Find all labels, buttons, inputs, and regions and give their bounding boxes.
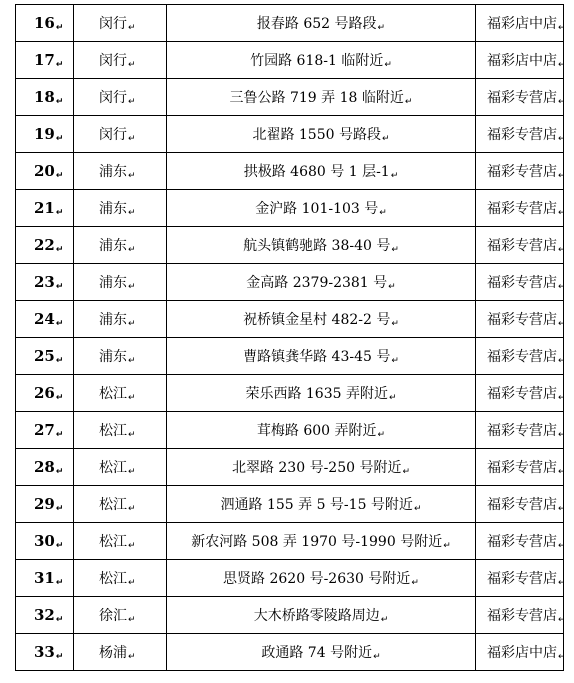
address-cell [167,486,476,523]
table-row [16,116,564,153]
paragraph-mark: ↵ [558,541,566,551]
row-number-cell [16,597,74,634]
paragraph-mark: ↵ [128,467,136,477]
district-cell [74,597,167,634]
store-type: 福彩店中店 [487,16,557,32]
store-type-cell [476,79,564,116]
table-row [16,79,564,116]
table-row [16,523,564,560]
table-row [16,486,564,523]
paragraph-mark: ↵ [443,541,451,551]
table-row [16,153,564,190]
store-type-cell [476,560,564,597]
row-number: 28 [34,457,55,476]
address-cell [167,264,476,301]
row-number: 31 [34,568,55,587]
paragraph-mark: ↵ [558,208,566,218]
paragraph-mark: ↵ [128,171,136,181]
district-name: 浦东 [99,164,127,180]
paragraph-mark: ↵ [413,504,422,514]
paragraph-mark: ↵ [391,245,399,255]
address-text: 思贤路 2620 号-2630 号附近 [223,571,411,587]
address-cell [167,634,476,671]
row-number-cell [16,116,74,153]
address-text: 政通路 74 号附近 [261,645,373,661]
table-body [16,5,564,671]
district-name: 浦东 [99,201,127,217]
paragraph-mark: ↵ [128,245,136,255]
address-text: 大木桥路零陵路周边 [253,608,380,624]
paragraph-mark: ↵ [558,60,566,70]
paragraph-mark: ↵ [55,170,64,181]
row-number-cell [16,523,74,560]
row-number: 27 [34,420,55,439]
paragraph-mark: ↵ [558,393,566,403]
table-row [16,560,564,597]
store-type-cell [476,375,564,412]
district-cell [74,523,167,560]
paragraph-mark: ↵ [128,504,136,514]
store-type-cell [476,227,564,264]
district-cell [74,42,167,79]
paragraph-mark: ↵ [128,97,136,107]
store-type: 福彩专营店 [487,349,557,365]
row-number: 32 [34,605,55,624]
row-number-cell [16,5,74,42]
address-text: 新农河路 508 弄 1970 号-1990 号附近 [191,534,443,550]
store-type-cell [476,5,564,42]
paragraph-mark: ↵ [55,207,64,218]
paragraph-mark: ↵ [558,282,566,292]
paragraph-mark: ↵ [128,319,136,329]
paragraph-mark: ↵ [558,171,566,181]
address-cell [167,560,476,597]
row-number-cell [16,153,74,190]
paragraph-mark: ↵ [558,97,566,107]
store-type: 福彩专营店 [487,238,557,254]
store-type-cell [476,523,564,560]
district-name: 松江 [99,386,127,402]
address-text: 金沪路 101-103 号 [255,201,379,217]
paragraph-mark: ↵ [558,245,566,255]
paragraph-mark: ↵ [558,356,566,366]
district-cell [74,338,167,375]
row-number-cell [16,412,74,449]
paragraph-mark: ↵ [55,540,64,551]
paragraph-mark: ↵ [55,59,64,70]
table-row [16,5,564,42]
table-row [16,264,564,301]
row-number-cell [16,375,74,412]
paragraph-mark: ↵ [55,392,64,403]
district-name: 松江 [99,460,127,476]
district-name: 杨浦 [99,645,127,661]
paragraph-mark: ↵ [55,244,64,255]
table-row [16,227,564,264]
address-cell [167,449,476,486]
store-type: 福彩专营店 [487,534,557,550]
district-cell [74,375,167,412]
paragraph-mark: ↵ [558,430,566,440]
address-cell [167,597,476,634]
table-row [16,634,564,671]
store-type: 福彩专营店 [487,275,557,291]
row-number-cell [16,301,74,338]
district-name: 闵行 [99,16,127,32]
paragraph-mark: ↵ [128,541,136,551]
paragraph-mark: ↵ [558,319,566,329]
district-name: 闵行 [99,90,127,106]
paragraph-mark: ↵ [558,504,566,514]
district-name: 松江 [99,497,127,513]
table-row [16,42,564,79]
paragraph-mark: ↵ [55,651,64,662]
paragraph-mark: ↵ [404,97,413,107]
store-type-cell [476,116,564,153]
paragraph-mark: ↵ [377,430,386,440]
address-text: 曹路镇龚华路 43-45 号 [243,349,391,365]
store-type-cell [476,42,564,79]
paragraph-mark: ↵ [411,578,419,588]
address-text: 北翠路 230 号-250 号附近 [231,460,402,476]
table-row [16,190,564,227]
paragraph-mark: ↵ [391,319,399,329]
paragraph-mark: ↵ [128,430,136,440]
store-type: 福彩专营店 [487,497,557,513]
row-number-cell [16,227,74,264]
paragraph-mark: ↵ [128,356,136,366]
district-name: 闵行 [99,127,127,143]
store-type-cell [476,338,564,375]
store-type: 福彩专营店 [487,386,557,402]
address-text: 金高路 2379-2381 号 [246,275,388,291]
district-cell [74,634,167,671]
paragraph-mark: ↵ [55,355,64,366]
paragraph-mark: ↵ [128,615,136,625]
paragraph-mark: ↵ [55,577,64,588]
district-name: 徐汇 [99,608,127,624]
paragraph-mark: ↵ [379,208,387,218]
row-number: 26 [34,383,55,402]
table-row [16,301,564,338]
table-row [16,338,564,375]
row-number-cell [16,560,74,597]
row-number: 29 [34,494,55,513]
paragraph-mark: ↵ [55,614,64,625]
paragraph-mark: ↵ [55,429,64,440]
store-type-cell [476,486,564,523]
paragraph-mark: ↵ [55,281,64,292]
row-number: 20 [34,161,55,180]
table-row [16,412,564,449]
paragraph-mark: ↵ [558,615,566,625]
address-cell [167,42,476,79]
address-text: 拱极路 4680 号 1 层-1 [243,164,390,180]
district-cell [74,301,167,338]
table-row [16,597,564,634]
store-type-cell [476,597,564,634]
store-type-cell [476,301,564,338]
paragraph-mark: ↵ [558,134,566,144]
district-name: 松江 [99,534,127,550]
paragraph-mark: ↵ [373,652,381,662]
store-type: 福彩专营店 [487,127,557,143]
row-number-cell [16,79,74,116]
lottery-store-table [15,4,564,671]
row-number: 21 [34,198,55,217]
district-cell [74,560,167,597]
paragraph-mark: ↵ [55,318,64,329]
address-cell [167,375,476,412]
paragraph-mark: ↵ [55,96,64,107]
store-type-cell [476,190,564,227]
paragraph-mark: ↵ [128,134,136,144]
store-type-cell [476,449,564,486]
district-cell [74,449,167,486]
address-text: 茸梅路 600 弄附近 [256,423,377,439]
store-type-cell [476,412,564,449]
address-cell [167,301,476,338]
address-text: 祝桥镇金星村 482-2 号 [243,312,391,328]
district-cell [74,116,167,153]
store-type: 福彩专营店 [487,460,557,476]
address-cell [167,190,476,227]
district-cell [74,153,167,190]
paragraph-mark: ↵ [402,467,411,477]
address-text: 竹园路 618-1 临附近 [250,53,384,69]
store-type: 福彩店中店 [487,645,557,661]
district-name: 松江 [99,571,127,587]
row-number: 22 [34,235,55,254]
paragraph-mark: ↵ [558,467,566,477]
address-text: 北翟路 1550 号路段 [252,127,381,143]
paragraph-mark: ↵ [558,23,566,33]
district-cell [74,5,167,42]
row-number-cell [16,486,74,523]
address-cell [167,523,476,560]
address-cell [167,338,476,375]
paragraph-mark: ↵ [128,23,136,33]
district-name: 松江 [99,423,127,439]
district-name: 浦东 [99,275,127,291]
store-type: 福彩专营店 [487,164,557,180]
store-type: 福彩专营店 [487,312,557,328]
row-number: 17 [34,50,55,69]
store-type: 福彩专营店 [487,201,557,217]
store-type-cell [476,153,564,190]
district-name: 浦东 [99,312,127,328]
store-type-cell [476,264,564,301]
district-name: 浦东 [99,349,127,365]
row-number-cell [16,338,74,375]
paragraph-mark: ↵ [128,208,136,218]
row-number-cell [16,42,74,79]
paragraph-mark: ↵ [128,393,136,403]
store-type-cell [476,634,564,671]
row-number: 25 [34,346,55,365]
paragraph-mark: ↵ [55,503,64,514]
address-text: 航头镇鹤驰路 38-40 号 [243,238,391,254]
row-number: 30 [34,531,55,550]
district-cell [74,227,167,264]
district-cell [74,486,167,523]
paragraph-mark: ↵ [128,60,136,70]
address-cell [167,79,476,116]
district-name: 闵行 [99,53,127,69]
row-number-cell [16,449,74,486]
district-name: 浦东 [99,238,127,254]
address-cell [167,116,476,153]
paragraph-mark: ↵ [55,22,64,33]
store-type: 福彩专营店 [487,90,557,106]
district-cell [74,264,167,301]
paragraph-mark: ↵ [388,282,396,292]
district-cell [74,412,167,449]
paragraph-mark: ↵ [380,615,389,625]
address-text: 泗通路 155 弄 5 号-15 号附近 [220,497,413,513]
table-row [16,449,564,486]
store-type: 福彩专营店 [487,423,557,439]
row-number-cell [16,634,74,671]
table-row [16,375,564,412]
row-number: 33 [34,642,55,661]
paragraph-mark: ↵ [128,652,136,662]
row-number: 24 [34,309,55,328]
paragraph-mark: ↵ [388,393,397,403]
address-cell [167,412,476,449]
address-text: 三鲁公路 719 弄 18 临附近 [229,90,404,106]
paragraph-mark: ↵ [558,652,566,662]
store-type: 福彩专营店 [487,608,557,624]
district-cell [74,190,167,227]
store-type: 福彩专营店 [487,571,557,587]
row-number: 18 [34,87,55,106]
address-text: 报春路 652 号路段 [256,16,377,32]
address-cell [167,227,476,264]
row-number: 23 [34,272,55,291]
paragraph-mark: ↵ [55,133,64,144]
address-cell [167,5,476,42]
address-text: 荣乐西路 1635 弄附近 [245,386,388,402]
paragraph-mark: ↵ [558,578,566,588]
paragraph-mark: ↵ [55,466,64,477]
paragraph-mark: ↵ [384,60,392,70]
row-number-cell [16,190,74,227]
row-number: 19 [34,124,55,143]
paragraph-mark: ↵ [128,578,136,588]
address-cell [167,153,476,190]
district-cell [74,79,167,116]
paragraph-mark: ↵ [390,171,399,181]
paragraph-mark: ↵ [381,134,390,144]
store-type: 福彩店中店 [487,53,557,69]
row-number-cell [16,264,74,301]
paragraph-mark: ↵ [377,23,386,33]
paragraph-mark: ↵ [128,282,136,292]
paragraph-mark: ↵ [391,356,399,366]
row-number: 16 [34,13,55,32]
